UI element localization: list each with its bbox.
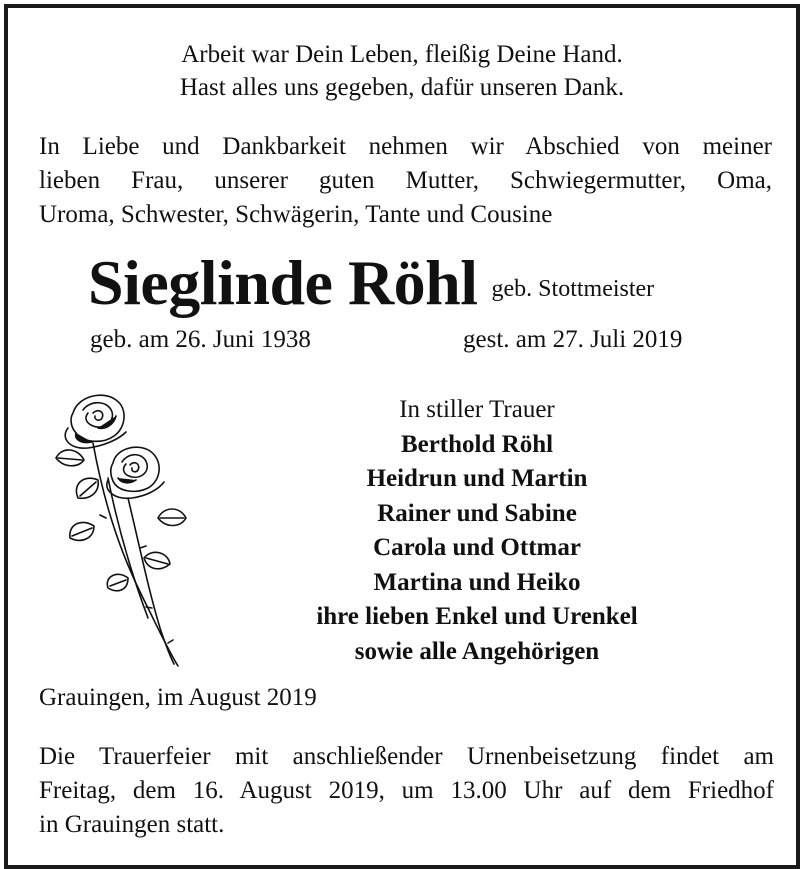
mourner: Heidrun und Martin [366,465,588,492]
verse-line: Hast alles uns gegeben, dafür unseren Dank. [179,74,625,101]
mourner: ihre lieben Enkel und Urenkel [316,603,638,630]
obituary-frame [4,4,800,869]
ceremony-line: in Grauingen statt. [39,811,225,838]
rose-icon [48,388,198,673]
death-date: gest. am 27. Juli 2019 [463,326,683,353]
ceremony-line: Freitag, dem 16. August 2019, um 13.00 Uhr auf dem Friedhof [39,777,774,804]
intro-line: In Liebe und Dankbarkeit nehmen wir Abschied von meiner [39,133,772,160]
intro-line: lieben Frau, unserer guten Mutter, Schwiegermutter, Oma, [39,167,772,194]
birth-date: geb. am 26. Juni 1938 [90,326,311,353]
intro-text [39,130,772,232]
deceased-name: Sieglinde Röhl [88,247,478,318]
mourner: sowie alle Angehörigen [354,637,600,665]
intro-line: Uroma, Schwester, Schwägerin, Tante und Cousine [39,201,553,228]
mourners-heading: In stiller Trauer [399,396,555,423]
mourner: Rainer und Sabine [377,499,577,527]
mourner: Berthold Röhl [400,430,554,458]
mourners-list [188,393,766,669]
ceremony-line: Die Trauerfeier mit anschließender Urnenbeisetzung findet am [39,743,774,770]
place-and-date: Grauingen, im August 2019 [39,684,317,711]
mourner: Carola und Ottmar [373,534,581,561]
memorial-verse [8,38,796,104]
deceased-name-row [88,246,654,320]
maiden-name: geb. Stottmeister [491,276,655,302]
verse-line: Arbeit war Dein Leben, fleißig Deine Hand. [181,41,623,68]
mourner: Martina und Heiko [373,568,581,596]
ceremony-notice [39,740,774,842]
